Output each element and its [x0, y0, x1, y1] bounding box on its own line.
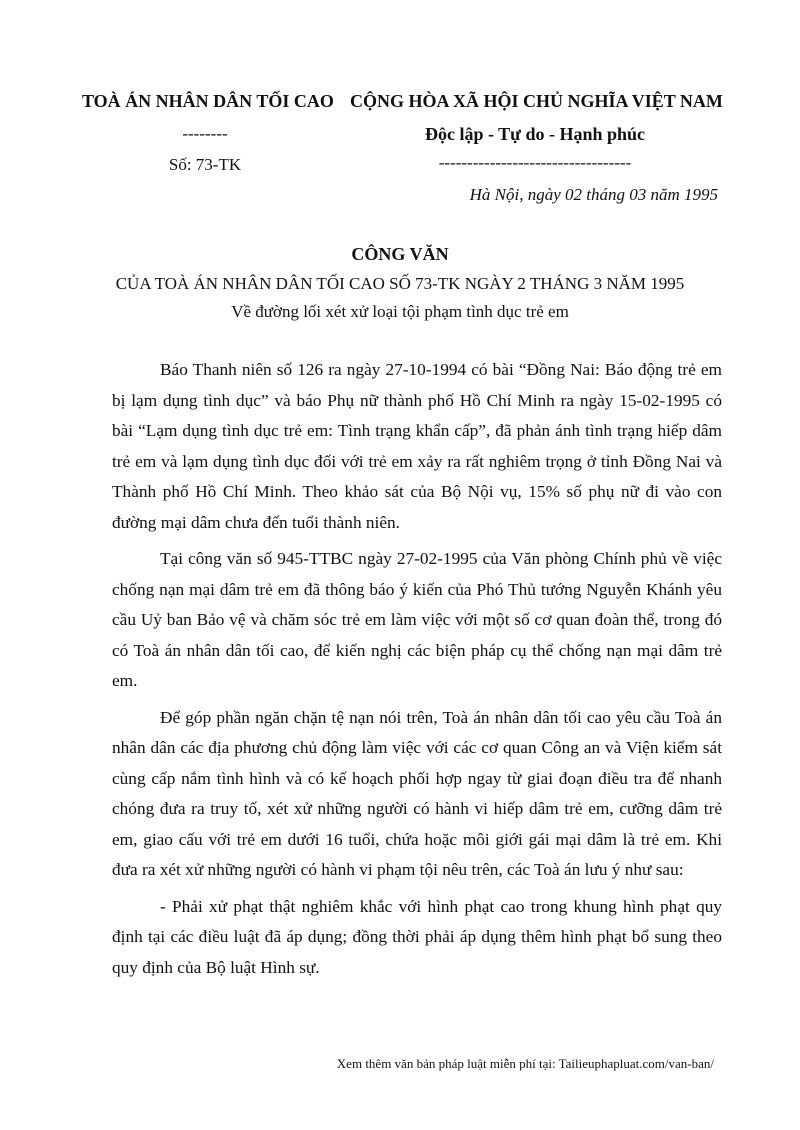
document-number: Số: 73-TK: [168, 155, 242, 174]
document-body: [112, 355, 722, 989]
paragraph-3: Để góp phần ngăn chặn tệ nạn nói trên, Toà án nhân dân tối cao yêu cầu Toà án nhân dân các địa phương chủ động làm việc với các cơ quan Công an và Viện kiểm sát cùng cấp nắm tình hình và có kế hoạch phối hợp ngay từ giai đoạn điều tra để nhanh chóng đưa ra truy tố, xét xử những người có hành vi hiếp dâm trẻ em, cưỡng dâm trẻ em, giao cấu với trẻ em dưới 16 tuổi, chứa hoặc môi giới gái mại dâm là trẻ em. Khi đưa ra xét xử những người có hành vi phạm tội nêu trên, các Toà án lưu ý như sau:: [112, 707, 722, 879]
footer-link-text[interactable]: Xem thêm văn bản pháp luật miễn phí tại: Tailieuphapluat.com/van-ban/: [336, 1056, 714, 1071]
paragraph-2: Tại công văn số 945-TTBC ngày 27-02-1995 của Văn phòng Chính phủ về việc chống nạn mại dâm trẻ em đã thông báo ý kiến của Phó Thủ tướng Nguyễn Khánh yêu cầu Uỷ ban Bảo vệ và chăm sóc trẻ em làm việc với một số cơ quan đoàn thể, trong đó có Toà án nhân dân tối cao, để kiến nghị các biện pháp cụ thể chống nạn mại dâm trẻ em.: [112, 549, 722, 690]
right-dashes: ----------------------------------: [438, 153, 632, 172]
country-name: CỘNG HÒA XÃ HỘI CHỦ NGHĨA VIỆT NAM: [350, 91, 723, 111]
document-subtitle: CỦA TOÀ ÁN NHÂN DÂN TỐI CAO SỐ 73-TK NGÀY 2 THÁNG 3 NĂM 1995: [115, 274, 685, 293]
paragraph-4: - Phải xử phạt thật nghiêm khắc với hình phạt cao trong khung hình phạt quy định tại các điều luật đã áp dụng; đồng thời phải áp dụng thêm hình phạt bổ sung theo quy định của Bộ luật Hình sự.: [112, 896, 722, 977]
national-motto: Độc lập - Tự do - Hạnh phúc: [424, 124, 646, 144]
document-title: CÔNG VĂN: [351, 244, 449, 264]
left-dashes: --------: [182, 124, 228, 143]
date-place: Hà Nội, ngày 02 tháng 03 năm 1995: [469, 185, 718, 204]
document-subject: Về đường lối xét xử loại tội phạm tình dục trẻ em: [231, 302, 569, 321]
paragraph-1: Báo Thanh niên số 126 ra ngày 27-10-1994 có bài “Đồng Nai: Báo động trẻ em bị lạm dụng tình dục” và báo Phụ nữ thành phố Hồ Chí Minh ra ngày 15-02-1995 có bài “Lạm dụng tình dục trẻ em: Tình trạng khẩn cấp”, đã phản ánh tình trạng hiếp dâm trẻ em và lạm dụng tình dục đối với trẻ em xảy ra rất nghiêm trọng ở tỉnh Đồng Nai và Thành phố Hồ Chí Minh. Theo khảo sát của Bộ Nội vụ, 15% số phụ nữ đi vào con đường mại dâm chưa đến tuổi thành niên.: [112, 360, 722, 532]
issuing-agency: TOÀ ÁN NHÂN DÂN TỐI CAO: [82, 91, 334, 111]
